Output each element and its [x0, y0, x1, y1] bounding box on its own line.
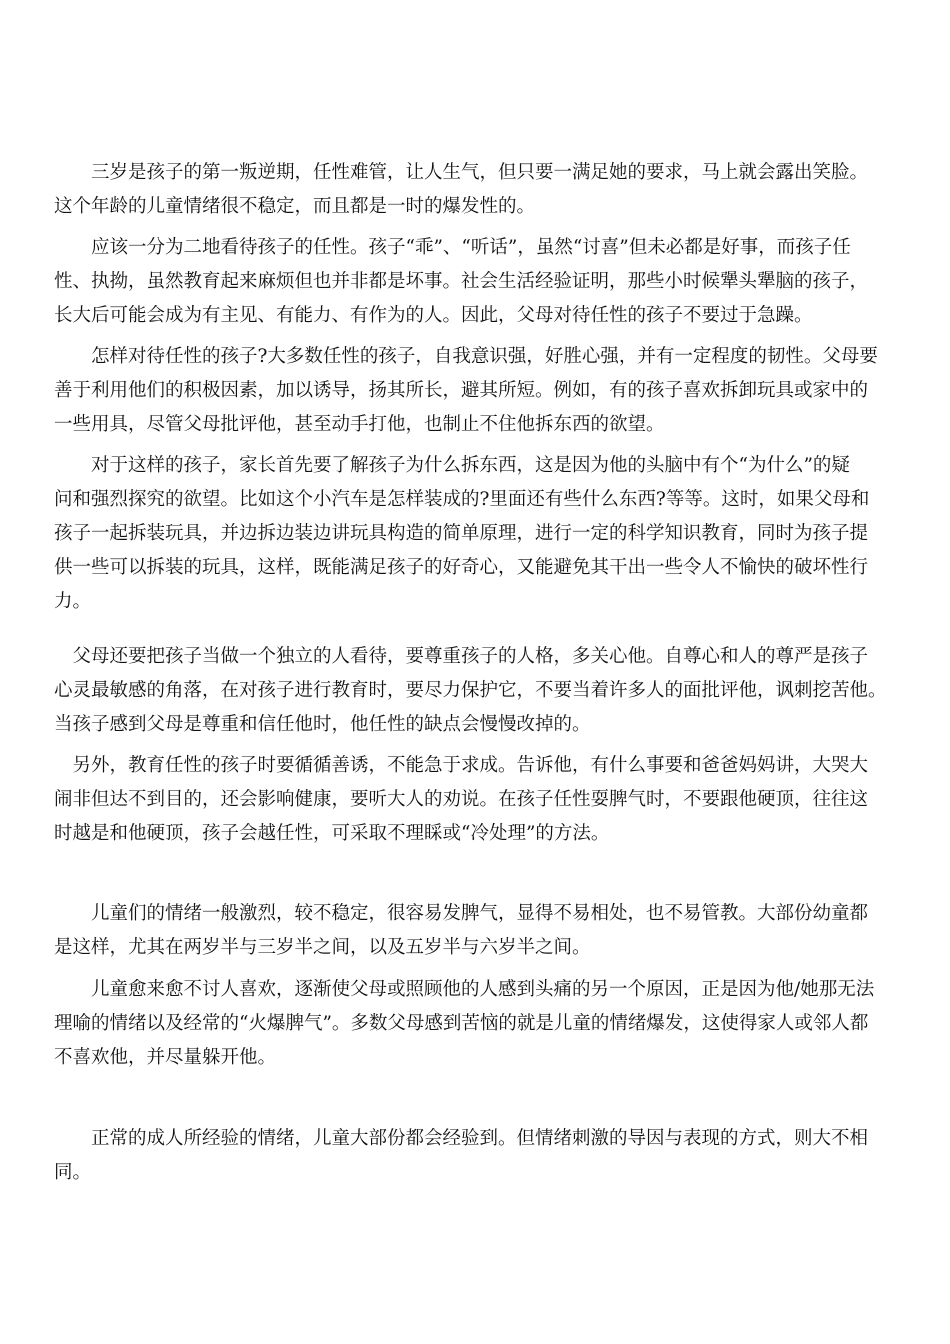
- paragraph: [54, 156, 900, 224]
- paragraph: [54, 640, 900, 742]
- paragraph: [54, 973, 900, 1075]
- text-line: 理喻的情绪以及经常的“火爆脾气”。多数父母感到苦恼的就是儿童的情绪爆发，这使得家人或邻人都: [54, 1013, 869, 1034]
- text-line: 正常的成人所经验的情绪，儿童大部份都会经验到。但情绪刺激的导因与表现的方式，则大不相: [54, 1128, 869, 1149]
- paragraph: [54, 749, 900, 851]
- text-line: 问和强烈探究的欲望。比如这个小汽车是怎样装成的?里面还有些什么东西?等等。这时，如果父母和: [54, 489, 870, 510]
- text-line: 不喜欢他，并尽量躲开他。: [54, 1047, 277, 1068]
- text-line: 是这样，尤其在两岁半与三岁半之间，以及五岁半与六岁半之间。: [54, 937, 591, 958]
- text-line: 闹非但达不到目的，还会影响健康，要听大人的劝说。在孩子任性耍脾气时，不要跟他硬顶，往往这: [54, 789, 869, 810]
- text-line: 儿童愈来愈不讨人喜欢，逐渐使父母或照顾他的人感到头痛的另一个原因，正是因为他/她那无法: [54, 979, 875, 1000]
- text-line: 一些用具，尽管父母批评他，甚至动手打他，也制止不住他拆东西的欲望。: [54, 414, 665, 435]
- text-line: 心灵最敏感的角落，在对孩子进行教育时，要尽力保护它，不要当着许多人的面批评他，讽刺挖苦他。: [54, 680, 887, 701]
- text-line: 对于这样的孩子，家长首先要了解孩子为什么拆东西，这是因为他的头脑中有个“为什么”的疑: [54, 455, 850, 476]
- paragraph: [54, 340, 900, 442]
- text-line: 长大后可能会成为有主见、有能力、有作为的人。因此，父母对待任性的孩子不要过于急躁。: [54, 305, 813, 326]
- text-line: 儿童们的情绪一般激烈，较不稳定，很容易发脾气，显得不易相处，也不易管教。大部份幼童都: [54, 903, 869, 924]
- text-line: 善于利用他们的积极因素，加以诱导，扬其所长，避其所短。例如，有的孩子喜欢拆卸玩具或家中的: [54, 380, 869, 401]
- text-line: 当孩子感到父母是尊重和信任他时，他任性的缺点会慢慢改掉的。: [54, 714, 591, 735]
- text-line: 时越是和他硬顶，孩子会越任性，可采取不理睬或“冷处理”的方法。: [54, 823, 610, 844]
- text-line: 力。: [54, 591, 92, 612]
- text-line: 怎样对待任性的孩子?大多数任性的孩子，自我意识强，好胜心强，并有一定程度的韧性。父母要: [54, 346, 878, 367]
- text-line: 供一些可以拆装的玩具，这样，既能满足孩子的好奇心，又能避免其干出一些令人不愉快的破坏性行: [54, 557, 869, 578]
- paragraph: [54, 1122, 900, 1190]
- text-line: 孩子一起拆装玩具，并边拆边装边讲玩具构造的简单原理，进行一定的科学知识教育，同时为孩子提: [54, 523, 869, 544]
- text-line: 应该一分为二地看待孩子的任性。孩子“乖”、“听话”，虽然“讨喜”但未必都是好事，而孩子任: [54, 237, 851, 258]
- paragraph: [54, 231, 900, 333]
- text-line: 三岁是孩子的第一叛逆期，任性难管，让人生气，但只要一满足她的要求，马上就会露出笑脸。: [54, 162, 869, 183]
- text-line: 这个年龄的儿童情绪很不稳定，而且都是一时的爆发性的。: [54, 196, 536, 217]
- paragraph: [54, 897, 900, 965]
- text-line: 性、执拗，虽然教育起来麻烦但也并非都是坏事。社会生活经验证明，那些小时候犟头犟脑的孩子，: [54, 271, 869, 292]
- text-line: 同。: [54, 1162, 92, 1183]
- paragraph: [54, 449, 900, 619]
- text-line: 父母还要把孩子当做一个独立的人看待，要尊重孩子的人格，多关心他。自尊心和人的尊严是孩子: [54, 646, 869, 667]
- text-line: 另外，教育任性的孩子时要循循善诱，不能急于求成。告诉他，有什么事要和爸爸妈妈讲，大哭大: [54, 755, 869, 776]
